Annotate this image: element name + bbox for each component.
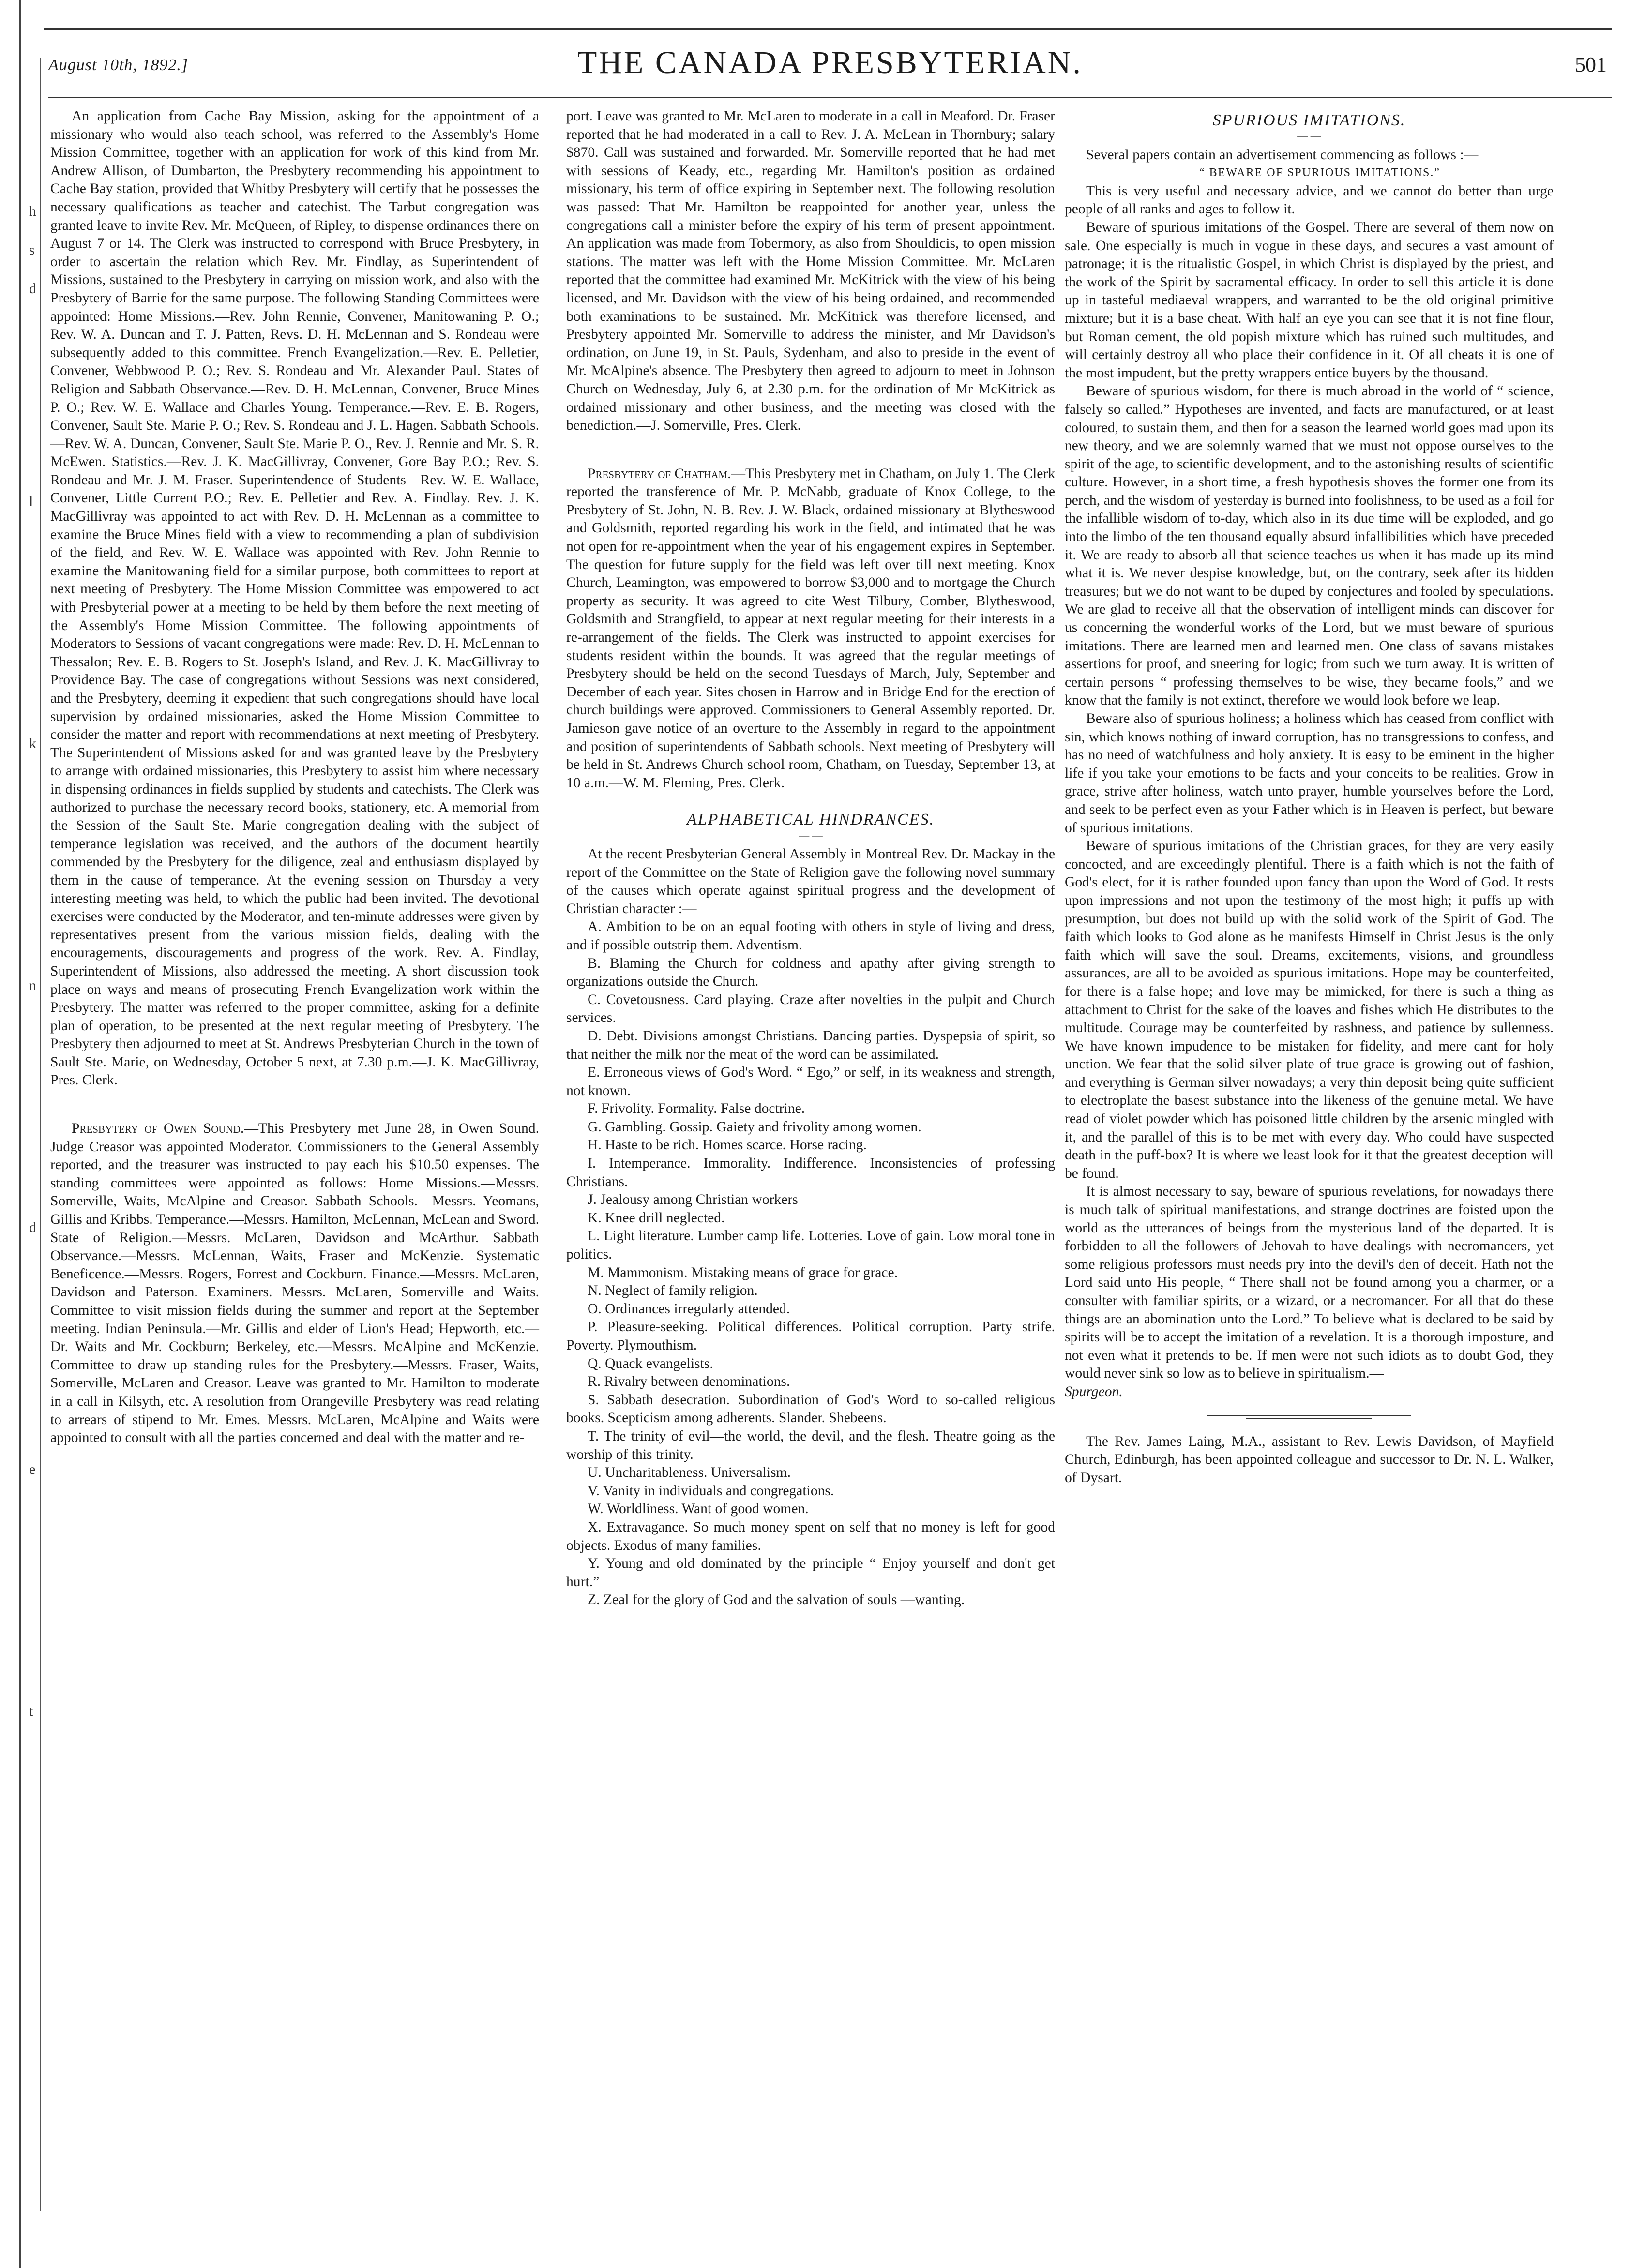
report-body: —This Presbytery met in Chatham, on July 1. The Clerk reported the transference of Mr. P. McNabb, graduate of Knox College, to the Presbytery of St. John, N. B. Rev. J. W. Black, ordained missionary at Blytheswood and Goldsmith, reported regarding his work in the field, and intimated that he was not open for re-appointment when the year of his engagement expires in September. The question for future supply for the field was left over till next meeting. Knox Church, Leamington, was empowered to borrow $3,000 and to mortgage the Church property as security. It was agreed to cite West Tilbury, Comber, Blytheswood, Goldsmith and Strangfield, to appear at next regular meeting for their interests in a re-arrangement of the fields. The Clerk was instructed to appoint exercises for students resident within the bounds. It was agreed that the regular meetings of Presbytery should be held on the second Tuesdays of March, July, September and December of each year. Sites chosen in Harrow and in Bridge End for the erection of church buildings were approved. Commissioners to General Assembly reported. Dr. Jamieson gave notice of an overture to the Assembly in regard to the appointment and position of superintendents of Sabbath schools. Next meeting of Presbytery will be held in St. Andrews Church school room, Chatham, on Tuesday, September 13, at 10 a.m.—W. M. Fleming, Pres. Clerk.	[566, 466, 1055, 791]
article-paragraph: This is very useful and necessary advice, and we cannot do better than urge people of all ranks and ages to follow it.	[1065, 183, 1554, 217]
hindrance-item: K. Knee drill neglected.	[588, 1210, 725, 1226]
margin-fragment: t	[29, 1703, 33, 1719]
hindrance-item: X. Extravagance. So much money spent on self that no money is left for good objects. Exodus of many families.	[566, 1519, 1055, 1553]
divider-rule	[1207, 1415, 1411, 1416]
margin-fragment: l	[29, 494, 33, 510]
column-2	[566, 107, 1055, 1609]
section-heading: SPURIOUS IMITATIONS.	[1212, 111, 1406, 129]
column-1	[50, 107, 539, 1447]
margin-fragment: d	[29, 1219, 36, 1235]
report-lead: Presbytery of Chatham.	[588, 466, 731, 481]
margin-fragment: h	[29, 203, 36, 219]
report-body: —This Presbytery met June 28, in Owen Sound. Judge Creasor was appointed Moderator. Commissioners to the General Assembly reported, and the treasurer was instructed to pay each his $10.50 expenses. The standing committees were appointed as follows: Home Missions.—Messrs. Somerville, Waits, McAlpine and Creasor. Sabbath Schools.—Messrs. Yeomans, Gillis and Kribbs. Temperance.—Messrs. Hamilton, McLennan, McLean and Sword. State of Religion.—Messrs. McLaren, Davidson and McArthur. Sabbath Observance.—Messrs. McLennan, Waits, Fraser and McKenzie. Systematic Beneficence.—Messrs. Rogers, Forrest and Cockburn. Finance.—Messrs. McLaren, Davidson and Paterson. Examiners. Messrs. McLaren, Somerville and Waits. Committee to visit mission fields during the summer and report at the September meeting. Indian Peninsula.—Mr. Gillis and elder of Lion's Head; Hepworth, etc.—Dr. Waits and Mr. Cockburn; Berkeley, etc.—Messrs. McAlpine and McKenzie. Committee to draw up standing rules for the Presbytery.—Messrs. Fraser, Waits, Somerville, McLaren and Creasor. Leave was granted to Mr. Hamilton to moderate in a call in Kilsyth, etc. A resolution from Orangeville Presbytery was read relating to arrears of stipend to Mr. Emes. Messrs. McLaren, McAlpine and Waits were appointed to consult with all the parties concerned and deal with the matter and re-	[50, 1121, 540, 1446]
hindrance-item: W. Worldliness. Want of good women.	[588, 1501, 809, 1517]
hindrance-item: I. Intemperance. Immorality. Indifference. Inconsistencies of professing Christians.	[566, 1156, 1055, 1189]
hindrance-item: N. Neglect of family religion.	[588, 1283, 758, 1299]
section-gap	[566, 792, 1055, 807]
hindrance-item: H. Haste to be rich. Homes scarce. Horse racing.	[588, 1137, 867, 1153]
article-paragraph: An application from Cache Bay Mission, asking for the appointment of a missionary who would also teach school, was referred to the Assembly's Home Mission Committee, together with an application for work of this kind from Mr. Andrew Allison, of Dumbarton, the Presbytery recommending his appointment to Cache Bay station, provided that Whitby Presbytery will certify that he possesses the necessary qualifications as teacher and catechist. The Tarbut congregation was granted leave to invite Rev. Mr. McQueen, of Ripley, to dispense ordinances there on August 7 or 14. The Clerk was instructed to correspond with Bruce Presbytery, in order to ascertain the relation which Rev. Mr. Findlay, as Superintendent of Missions, sustained to the Presbytery in carrying on mission work, and also with the Presbytery of Barrie for the same purpose. The following Standing Committees were appointed: Home Missions.—Rev. John Rennie, Convener, Manitowaning P. O.; Rev. W. A. Duncan and T. J. Patten, Revs. D. H. McLennan and S. Rondeau were subsequently added to this committee. French Evangelization.—Rev. E. Pelletier, Convener, Webbwood P. O.; Rev. S. Rondeau and Mr. Alexander Paul. States of Religion and Sabbath Observance.—Rev. D. H. McLennan, Convener, Bruce Mines P. O.; Rev. W. E. Wallace and Charles Young. Temperance.—Rev. E. B. Rogers, Convener, Sault Ste. Marie P. O.; Rev. S. Rondeau and J. L. Hagen. Sabbath Schools.—Rev. W. A. Duncan, Convener, Sault Ste. Marie P. O., Rev. J. Rennie and Mr. S. R. McEwen. Statistics.—Rev. J. K. MacGillivray, Convener, Gore Bay P.O.; Rev. S. Rondeau and Mr. J. M. Fraser. Superintendence of Students—Rev. W. E. Wallace, Convener, Little Current P.O.; Rev. E. Pelletier and Rev. A. Findlay. Rev. J. K. MacGillivray was appointed to act with Rev. D. H. McLennan as a committee to examine the Bruce Mines field with a view to recommending a plan of subdivision of the field, and Rev. W. E. Wallace was appointed with Rev. John Rennie to examine the Manitowaning field for a similar purpose, both committees to report at next meeting of Presbytery. The Home Mission Committee was empowered to act with Presbyterial power at a meeting to be held by them before the next meeting of the Assembly's Home Mission Committee. The following appointments of Moderators to Sessions of vacant congregations were made: Rev. D. H. McLennan to Thessalon; Rev. E. B. Rogers to St. Joseph's Island, and Rev. J. K. MacGillivray to Providence Bay. The case of congregations without Sessions was next considered, and the Presbytery, deeming it expedient that such congregations should have local supervision by ordained missionaries, asked the Home Mission Committee to consider the matter and report with recommendations at next meeting of Presbytery. The Superintendent of Missions asked for and was granted leave by the Presbytery to arrange with ordained missionaries, this Presbytery to assist him where necessary in dispensing ordinances in fields supplied by students and catechists. The Clerk was authorized to purchase the necessary record books, stationery, etc. A memorial from the Session of the Sault Ste. Marie congregation dealing with the subject of temperance legislation was received, and the authors of the document heartily commended by the Presbytery for the diligence, zeal and enthusiasm displayed by them in the cause of temperance. At the evening session on Thursday a very interesting meeting was held, to which the public had been invited. The devotional exercises were conducted by the Moderator, and ten-minute addresses were given by representatives present from the various mission fields, dealing with the encouragements, discouragements and progress of the work. Rev. A. Findlay, Superintendent of Missions, also addressed the meeting. A short discussion took place on ways and means of prosecuting French Evangelization work within the Presbytery. The matter was referred to the proper committee, asking for a definite plan of operation, to be presented at the next regular meeting of Presbytery. The Presbytery then adjourned to meet at St. Andrews Presbyterian Church in the town of Sault Ste. Marie, on Wednesday, October 5 next, at 7.30 p.m.—J. K. MacGillivray, Pres. Clerk.	[50, 108, 539, 1088]
hindrance-item: V. Vanity in individuals and congregations.	[588, 1483, 834, 1499]
quoted-advertisement: “ BEWARE OF SPURIOUS IMITATIONS.”	[1199, 166, 1441, 180]
hindrance-item: A. Ambition to be on an equal footing with others in style of living and dress, and if possible outstrip them. Adventism.	[566, 919, 1055, 953]
margin-fragment: s	[29, 242, 35, 258]
hindrance-item: L. Light literature. Lumber camp life. Lotteries. Love of gain. Low moral tone in politics.	[566, 1228, 1055, 1262]
newspaper-title: THE CANADA PRESBYTERIAN.	[577, 45, 1083, 80]
heading-ornament: — —	[1297, 129, 1321, 142]
hindrances-list	[566, 918, 1055, 1609]
adjacent-page-margin	[22, 58, 41, 2211]
attribution: Spurgeon.	[1065, 1383, 1123, 1399]
hindrance-item: Z. Zeal for the glory of God and the salvation of souls —wanting.	[588, 1592, 965, 1608]
margin-fragment: n	[29, 977, 36, 993]
page-header	[48, 38, 1612, 91]
article-paragraph	[50, 1120, 539, 1447]
hindrance-item: F. Frivolity. Formality. False doctrine.	[588, 1101, 805, 1117]
hindrance-item: R. Rivalry between denominations.	[588, 1374, 790, 1390]
margin-fragment: k	[29, 736, 36, 751]
scan-edge-left	[0, 0, 21, 2268]
margin-fragment: e	[29, 1461, 36, 1477]
section-heading: ALPHABETICAL HINDRANCES.	[686, 811, 935, 829]
report-lead: Presbytery of Owen Sound.	[72, 1121, 244, 1137]
hindrance-item: C. Covetousness. Card playing. Craze after novelties in the pulpit and Church services.	[566, 991, 1055, 1026]
hindrance-item: G. Gambling. Gossip. Gaiety and frivolity among women.	[588, 1119, 921, 1135]
page-number: 501	[1575, 53, 1607, 76]
article-paragraph: Beware of spurious wisdom, for there is much abroad in the world of “ science, falsely so called.” Hypotheses are invented, and facts are manufactured, or at least coloured, to sustain them, and then for a season the learned world goes mad upon its new theory, and we are solemnly warned that we must not oppose ourselves to the spirit of the age, to scientific development, and to the astonishing results of scientific culture. However, in a short time, a fresh hypothesis shoves the former one from its perch, and the wisdom of yesterday is burned into foolishness, to be used as a foil for the infallible wisdom of to-day, which also in its due time will be exploded, and go into the limbo of the ten thousand equally absurd infallibilities which have preceded it. We are ready to absorb all that science teaches us when it has made up its mind what it is. We never despise knowledge, but, on the contrary, seek after its hidden treasures; but we do not want to be duped by conjectures and fooled by speculations. We are glad to receive all that the observation of intelligent minds can discover for us concerning the wonderful works of the Lord, but we must beware of spurious imitations. There are learned men and learned men. One class of savans mistakes assertions for proof, and sneering for logic; from such we turn away. It is written of certain persons “ professing themselves to be wise, they became fools,” and we know that the family is not extinct, therefore we would look before we leap.	[1065, 383, 1554, 708]
hindrance-item: J. Jealousy among Christian workers	[588, 1192, 798, 1208]
article-paragraph	[566, 465, 1055, 793]
news-notice: The Rev. James Laing, M.A., assistant to Rev. Lewis Davidson, of Mayfield Church, Edinburgh, has been appointed colleague and successor to Dr. N. L. Walker, of Dysart.	[1065, 1433, 1554, 1486]
hindrance-item: Y. Young and old dominated by the principle “ Enjoy yourself and don't get hurt.”	[566, 1556, 1055, 1590]
hindrance-item: E. Erroneous views of God's Word. “ Ego,” or self, in its weakness and strength, not known.	[566, 1065, 1055, 1098]
hindrance-item: M. Mammonism. Mistaking means of grace for grace.	[588, 1264, 898, 1280]
article-paragraph: port. Leave was granted to Mr. McLaren to moderate in a call in Meaford. Dr. Fraser reported that he had moderated in a call to Rev. J. A. McLean in Thornbury; salary $870. Call was sustained and forwarded. Mr. Somerville reported that he had met with sessions of Keady, etc., regarding Mr. Hamilton's position as ordained missionary, his term of office expiring in September next. The following resolution was passed: That Mr. Hamilton be reappointed for another year, unless the congregations call a minister before the expiry of his term of present appointment. An application was made from Tobermory, as also from Shouldicis, to open mission stations. The matter was left with the Home Mission Committee. Mr. McLaren reported that the committee had examined Mr. McKitrick with the view of his being licensed, and Mr. Davidson with the view of his being ordained, and recommended both examinations to be sustained. Mr. McKitrick was therefore licensed, and Presbytery appointed Mr. Somerville to address the minister, and Mr Davidson's ordination, on June 19, in St. Pauls, Sydenham, and also to preside in the event of Mr. McAlpine's absence. The Presbytery then agreed to adjourn to meet in Johnson Church on Wednesday, July 6, at 2.30 p.m. for the ordination of Mr McKitrick as ordained missionary and other business, and the meeting was closed with the benediction.—J. Somerville, Pres. Clerk.	[566, 108, 1055, 434]
hindrance-item: U. Uncharitableness. Universalism.	[588, 1465, 791, 1481]
article-paragraph: Beware also of spurious holiness; a holiness which has ceased from conflict with sin, which knows nothing of inward corruption, has no transgressions to confess, and has no need of watchfulness and holy anxiety. It is easy to be eminent in the higher life if you take your emotions to be facts and your conceits to be realities. Grow in grace, strive after holiness, watch unto prayer, humble yourselves before the Lord, and seek to be perfect even as your Father which is in Heaven is perfect, but beware of spurious imitations.	[1065, 711, 1554, 836]
article-paragraph: At the recent Presbyterian General Assembly in Montreal Rev. Dr. Mackay in the report of the Committee on the State of Religion gave the following novel summary of the causes which operate against spiritual progress and the development of Christian character :—	[566, 846, 1055, 916]
section-gap	[50, 1090, 539, 1120]
heading-ornament: — —	[799, 828, 823, 841]
header-rule	[48, 97, 1612, 98]
hindrance-item: D. Debt. Divisions amongst Christians. Dancing parties. Dyspepsia of spirit, so that neither the milk nor the meat of the word can be assimilated.	[566, 1028, 1055, 1062]
article-paragraph: It is almost necessary to say, beware of spurious revelations, for nowadays there is much talk of spiritual manifestations, and strange doctrines are foisted upon the world as the utterances of beings from the mysterious land of the departed. It is forbidden to all the followers of Jehovah to have dealings with necromancers, yet some religious professors must needs pry into the devil's den of deceit. Hath not the Lord said unto His people, “ There shall not be found among you a charmer, or a consulter with familiar spirits, or a wizard, or a necromancer. For all that do these things are an abomination unto the Lord.” To believe what is declared to be said by spirits will be to accept the imitation of a revelation. It is a thorough imposture, and not even what it pretends to be. If men were not such idiots as to doubt God, they would never sink so low as to believe in spiritualism.—	[1065, 1184, 1554, 1382]
article-paragraph: Beware of spurious imitations of the Christian graces, for they are very easily concocted, and are exceedingly plentiful. There is a faith which is not the faith of God's elect, for it is rather founded upon fancy than upon the Word of God. It rests upon impressions and not upon the testimony of the most high; it puffs up with presumption, but does not build up with the solid work of the Spirit of God. The faith which looks to God alone as he manifests Himself in Christ Jesus is the only faith which will save the soul. Dreams, excitements, visions, and groundless assurances, are all to be avoided as spurious imitations. Hope may be counterfeited, for there is a false hope; and love may be mimicked, for there is such a thing as attachment to Christ for the sake of the loaves and fishes which He distributes to the multitude. Courage may be counterfeited by rashness, and patience by sullenness. We have known impudence to be mistaken for fidelity, and mere cant for holy unction. We fear that the solid silver plate of true grace is growing out of fashion, and everything is German silver nowadays; a very thin deposit being quite sufficient to electroplate the basest substance into the likeness of the genuine metal. We have read of violet powder which has poisoned little children by the arsenic mingled with it, and the parallel of this is to be met with every day. Who could have suspected death in the puff-box? It is where we least look for it that the greatest deception will be found.	[1065, 838, 1554, 1181]
column-3	[1065, 107, 1554, 1487]
margin-fragment: d	[29, 281, 36, 297]
hindrance-item: P. Pleasure-seeking. Political differences. Political corruption. Party strife. Poverty. Plymouthism.	[566, 1319, 1055, 1353]
hindrance-item: T. The trinity of evil—the world, the devil, and the flesh. Theatre going as the worship of this trinity.	[566, 1428, 1055, 1462]
article-paragraph: Beware of spurious imitations of the Gospel. There are several of them now on sale. One especially is much in vogue in these days, and secures a vast amount of patronage; it is the ritualistic Gospel, in which Christ is displayed by the priest, and the work of the Spirit by sacramental efficacy. In order to sell this article it is done up in tasteful mediaeval wrappers, and warranted to be the old original primitive mixture; but it is a base cheat. With half an eye you can see that it is not fine flour, but Roman cement, the old popish mixture which has ruined such multitudes, and will certainly destroy all who place their confidence in it. Of all cheats it is one of the most impudent, but the pretty wrappers entice buyers by the thousand.	[1065, 219, 1554, 381]
article-paragraph: Several papers contain an advertisement commencing as follows :—	[1086, 147, 1479, 163]
article-body	[1065, 182, 1554, 1383]
hindrance-item: Q. Quack evangelists.	[588, 1355, 713, 1371]
hindrance-item: B. Blaming the Church for coldness and apathy after giving strength to organizations outside the Church.	[566, 955, 1055, 990]
issue-date: August 10th, 1892.]	[48, 56, 189, 74]
divider-rule	[1246, 1418, 1372, 1419]
hindrance-item: S. Sabbath desecration. Subordination of God's Word to so-called religious books. Scepticism among adherents. Slander. Shebeens.	[566, 1392, 1055, 1426]
hindrance-item: O. Ordinances irregularly attended.	[588, 1301, 790, 1317]
section-gap	[566, 435, 1055, 465]
top-rule	[44, 28, 1612, 30]
